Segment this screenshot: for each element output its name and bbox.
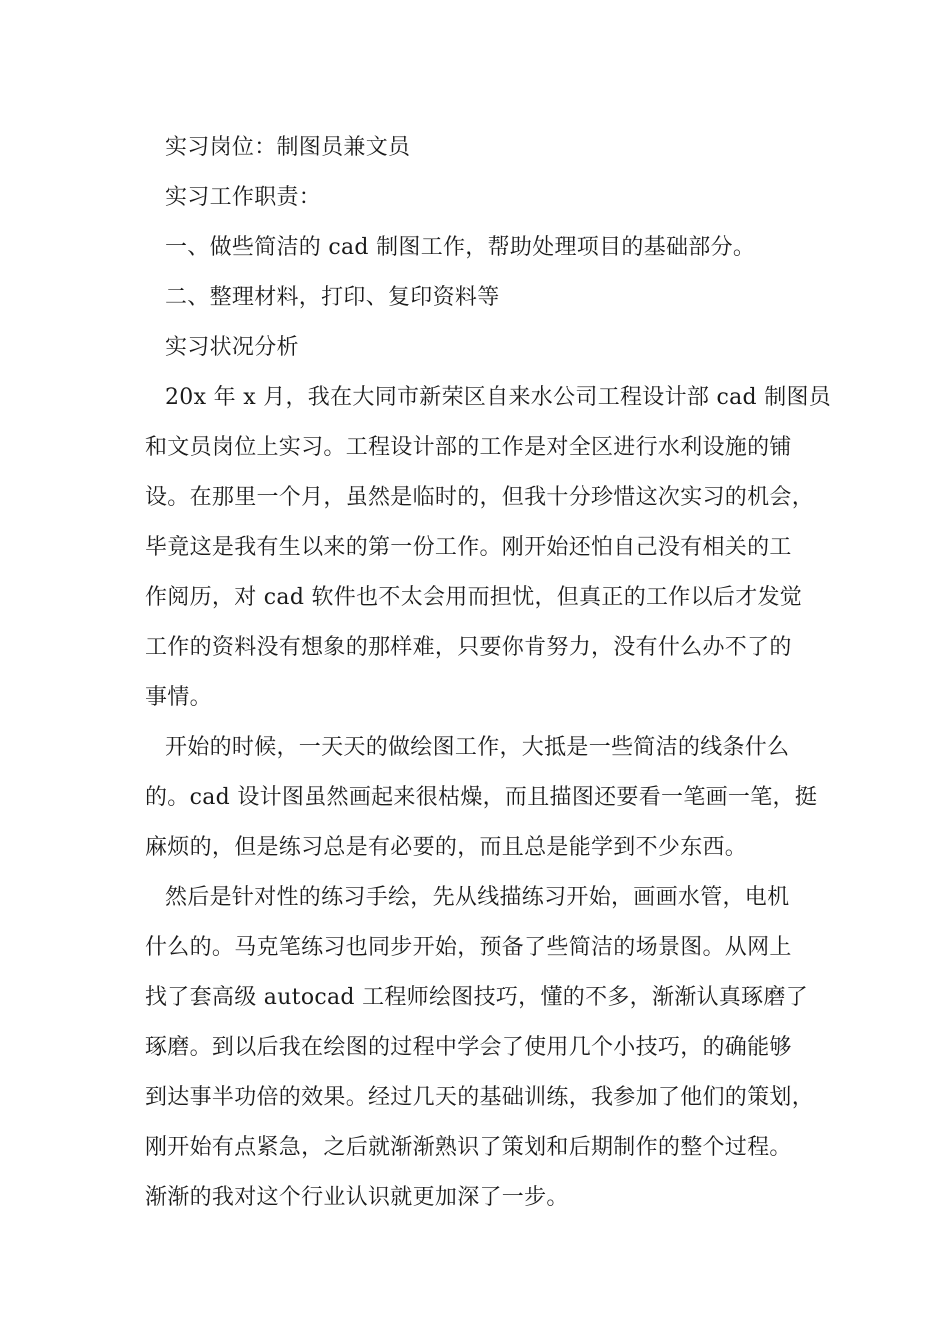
document-body: [145, 123, 832, 1223]
responsibility-item-1: 一、做些简洁的 cad 制图工作，帮助处理项目的基础部分。: [165, 235, 756, 260]
paragraph-line: 毕竟这是我有生以来的第一份工作。刚开始还怕自己没有相关的工: [145, 535, 792, 560]
paragraph-line: 刚开始有点紧急，之后就渐渐熟识了策划和后期制作的整个过程。: [145, 1135, 792, 1160]
position-line: 实习岗位：制图员兼文员: [165, 135, 411, 160]
paragraph-3: [145, 873, 825, 1223]
paragraph-line: 和文员岗位上实习。工程设计部的工作是对全区进行水利设施的铺: [145, 435, 792, 460]
responsibility-item-2: 二、整理材料，打印、复印资料等: [165, 285, 500, 310]
paragraph-line: 什么的。马克笔练习也同步开始，预备了些简洁的场景图。从网上: [145, 935, 792, 960]
paragraph-2: [145, 723, 825, 873]
paragraph-line: 找了套高级 autocad 工程师绘图技巧，懂的不多，渐渐认真琢磨了: [145, 985, 809, 1010]
paragraph-line: 开始的时候，一天天的做绘图工作，大抵是一些简洁的线条什么: [165, 735, 790, 760]
paragraph-line: 到达事半功倍的效果。经过几天的基础训练，我参加了他们的策划，: [145, 1085, 815, 1110]
paragraph-line: 作阅历，对 cad 软件也不太会用而担忧，但真正的工作以后才发觉: [145, 585, 803, 610]
paragraph-line: 琢磨。到以后我在绘图的过程中学会了使用几个小技巧，的确能够: [145, 1035, 792, 1060]
paragraph-line: 麻烦的，但是练习总是有必要的，而且总是能学到不少东西。: [145, 835, 748, 860]
paragraph-1: [145, 373, 832, 723]
responsibilities-heading: 实习工作职责：: [165, 185, 322, 210]
paragraph-line: 渐渐的我对这个行业认识就更加深了一步。: [145, 1185, 569, 1210]
paragraph-line: 的。cad 设计图虽然画起来很枯燥，而且描图还要看一笔画一笔，挺: [145, 785, 818, 810]
paragraph-line: 20x 年 x 月，我在大同市新荣区自来水公司工程设计部 cad 制图员: [165, 385, 832, 410]
paragraph-line: 设。在那里一个月，虽然是临时的，但我十分珍惜这次实习的机会，: [145, 485, 815, 510]
analysis-heading: 实习状况分析: [165, 335, 299, 360]
paragraph-line: 工作的资料没有想象的那样难，只要你肯努力，没有什么办不了的: [145, 635, 792, 660]
paragraph-line: 然后是针对性的练习手绘，先从线描练习开始，画画水管，电机: [165, 885, 790, 910]
paragraph-line: 事情。: [145, 685, 212, 710]
